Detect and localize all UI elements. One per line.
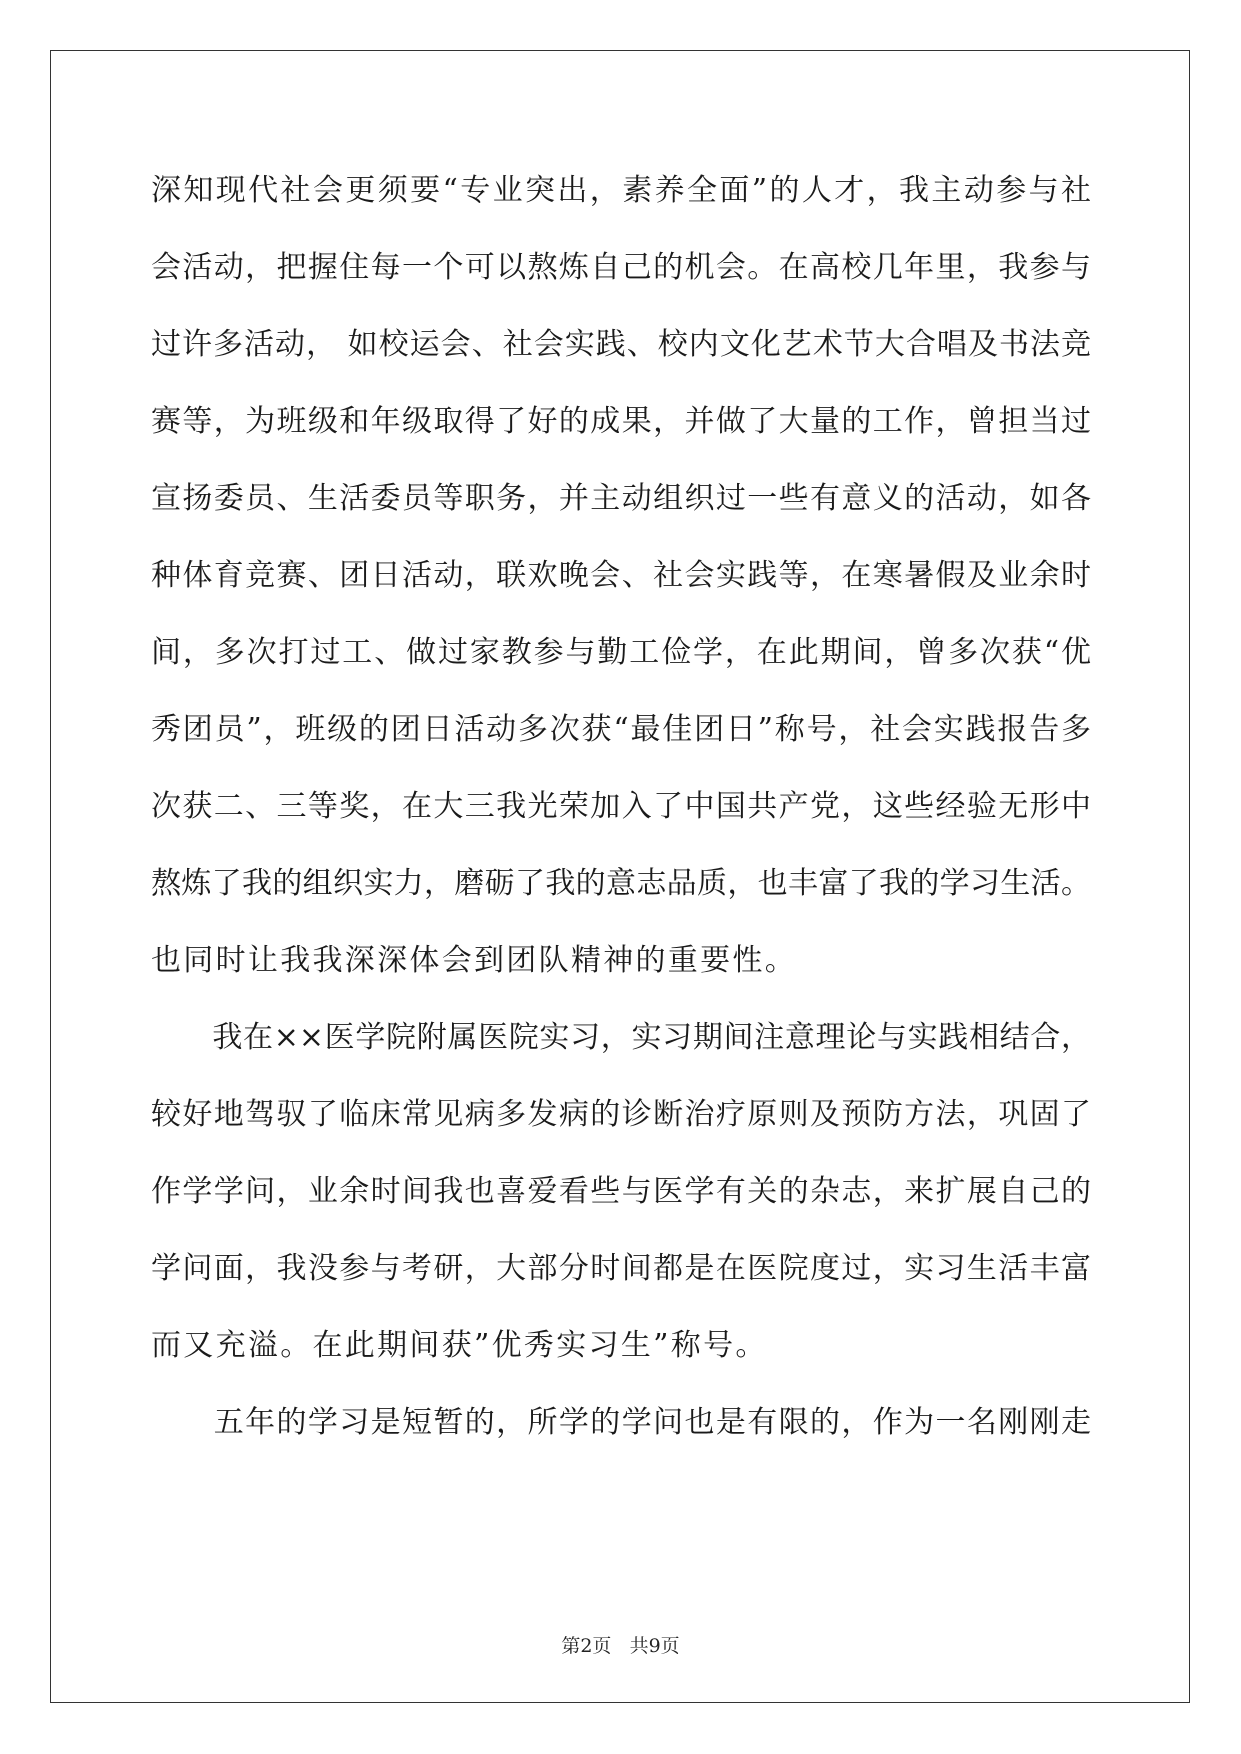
text-line-paragraph-start: 五年的学习是短暂的，所学的学问也是有限的，作为一名刚刚走	[151, 1405, 1091, 1440]
text-line: 过许多活动， 如校运会、社会实践、校内文化艺术节大合唱及书法竞	[151, 327, 1091, 362]
text-line-paragraph-end: 而又充溢。在此期间获”优秀实习生”称号。	[151, 1328, 768, 1363]
text-line-paragraph-end: 也同时让我我深深体会到团队精神的重要性。	[151, 943, 797, 978]
page-number: 第2页	[561, 1635, 612, 1657]
text-line: 作学学问，业余时间我也喜爱看些与医学有关的杂志，来扩展自己的	[151, 1174, 1091, 1209]
text-line: 会活动，把握住每一个可以熬炼自己的机会。在高校几年里，我参与	[151, 250, 1091, 285]
text-line: 秀团员”，班级的团日活动多次获“最佳团日”称号，社会实践报告多	[151, 712, 1091, 747]
text-line-paragraph-start: 我在××医学院附属医院实习，实习期间注意理论与实践相结合，	[151, 1020, 1091, 1055]
text-line: 种体育竞赛、团日活动，联欢晚会、社会实践等，在寒暑假及业余时	[151, 558, 1091, 593]
text-line: 次获二、三等奖，在大三我光荣加入了中国共产党，这些经验无形中	[151, 789, 1091, 824]
text-line: 较好地驾驭了临床常见病多发病的诊断治疗原则及预防方法，巩固了	[151, 1097, 1091, 1132]
text-line: 宣扬委员、生活委员等职务，并主动组织过一些有意义的活动，如各	[151, 481, 1091, 516]
text-line: 间，多次打过工、做过家教参与勤工俭学，在此期间，曾多次获“优	[151, 635, 1091, 670]
page-footer	[0, 1631, 1241, 1658]
text-line: 熬炼了我的组织实力，磨砺了我的意志品质，也丰富了我的学习生活。	[151, 866, 1091, 901]
text-line: 赛等，为班级和年级取得了好的成果，并做了大量的工作，曾担当过	[151, 404, 1091, 439]
text-line: 学问面，我没参与考研，大部分时间都是在医院度过，实习生活丰富	[151, 1251, 1091, 1286]
text-line: 深知现代社会更须要“专业突出，素养全面”的人才，我主动参与社	[151, 173, 1091, 208]
page-total: 共9页	[629, 1635, 680, 1657]
document-body	[151, 160, 1091, 1469]
